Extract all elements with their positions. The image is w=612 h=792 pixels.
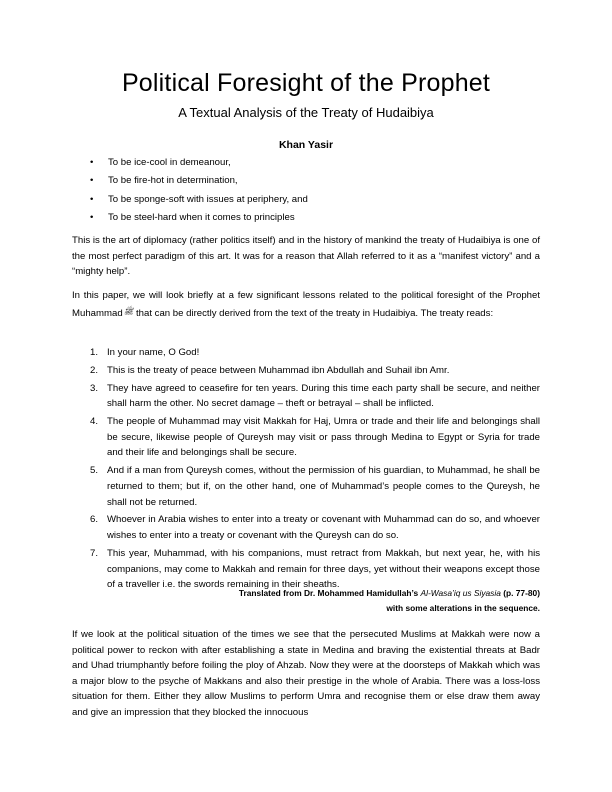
treaty-clause: 2. This is the treaty of peace between Muhammad ibn Abdullah and Suhail ibn Amr.: [90, 364, 450, 376]
bullet-item: • To be fire-hot in determination,: [90, 172, 308, 190]
credit-line-2: with some alterations in the sequence.: [386, 602, 540, 613]
document-title: Political Foresight of the Prophet: [121, 69, 491, 97]
bullet-item: • To be ice-cool in demeanour,: [90, 154, 308, 172]
document-subtitle: A Textual Analysis of the Treaty of Hudaibiya: [178, 105, 434, 120]
honorific-glyph: ﷺ: [123, 306, 134, 316]
source-title: Al-Wasa’iq us Siyasia: [420, 588, 501, 598]
treaty-clause: 5. And if a man from Qureysh comes, without the permission of his guardian, to Muhammad, he shall be returned to them; but if, on the other hand, one of Muhammad’s people comes to the Qureysh, he shall not be returned.: [90, 465, 540, 508]
treaty-clause: 1. In your name, O God!: [90, 347, 200, 358]
treaty-clause: 4. The people of Muhammad may visit Makkah for Haj, Umra or trade and their life and belongings shall be secure, likewise people of Qureysh may visit or pass through Medina to Egypt or Syria for trade and their life and belongings shall be secure.: [90, 416, 540, 459]
paragraph-analysis: If we look at the political situation of the times we see that the persecuted Muslims at Makkah were now a political power to reckon with after establishing a state in Medina and braving the existential threats at Badr and Uhad triumphantly before foiling the ploy of Ahzab. Now they were at the doorsteps of Makkah which was a major blow to the psyche of Makkans and also their prestige in the whole of Arabia. There was a loss-loss situation for them. Either they allow Muslims to perform Umra and recognise them or else draw them away and give an impression that they blocked the innocuous: [72, 629, 540, 718]
bullet-item: • To be steel-hard when it comes to principles: [90, 209, 308, 227]
bullet-list: [90, 154, 308, 228]
treaty-list: [90, 345, 540, 595]
bullet-dot-icon: •: [90, 193, 94, 205]
treaty-clause: 7. This year, Muhammad, with his companions, must retract from Makkah, but next year, he, with his companions, may come to Makkah and remain for three days, yet without their weapons except those of a traveller i.e. the swords remaining in their sheaths.: [90, 547, 540, 591]
paragraph-intro: This is the art of diplomacy (rather politics itself) and in the history of mankind the treaty of Hudaibiya is one of the most perfect paradigm of this art. It was for a reason that Allah referred to it as a “manifest victory” and a “mighty help”.: [72, 235, 540, 278]
credit-line-1: Translated from Dr. Mohammed Hamidullah’s Al-Wasa’iq us Siyasia (p. 77-80): [238, 588, 540, 598]
bullet-dot-icon: •: [90, 212, 94, 224]
treaty-clause: 6. Whoever in Arabia wishes to enter into a treaty or covenant with Muhammad can do so, and whoever wishes to enter into a treaty or covenant with the Qureysh can do so.: [90, 514, 540, 542]
translation-credit: [140, 586, 540, 615]
paragraph-purpose: In this paper, we will look briefly at a few significant lessons related to the political foresight of the Prophet Muhammad$^ﷺ$ that can be directly derived from the text of the treaty in Hudaibiya. The treaty reads:: [72, 290, 540, 319]
bullet-item: • To be sponge-soft with issues at periphery, and: [90, 191, 308, 209]
bullet-dot-icon: •: [90, 157, 94, 168]
bullet-dot-icon: •: [90, 175, 94, 187]
treaty-clause: 3. They have agreed to ceasefire for ten years. During this time each party shall be secure, and neither shall harm the other. No secret damage – theft or betrayal – shall be inflicted.: [90, 382, 540, 410]
author-name: Khan Yasir: [278, 139, 334, 151]
